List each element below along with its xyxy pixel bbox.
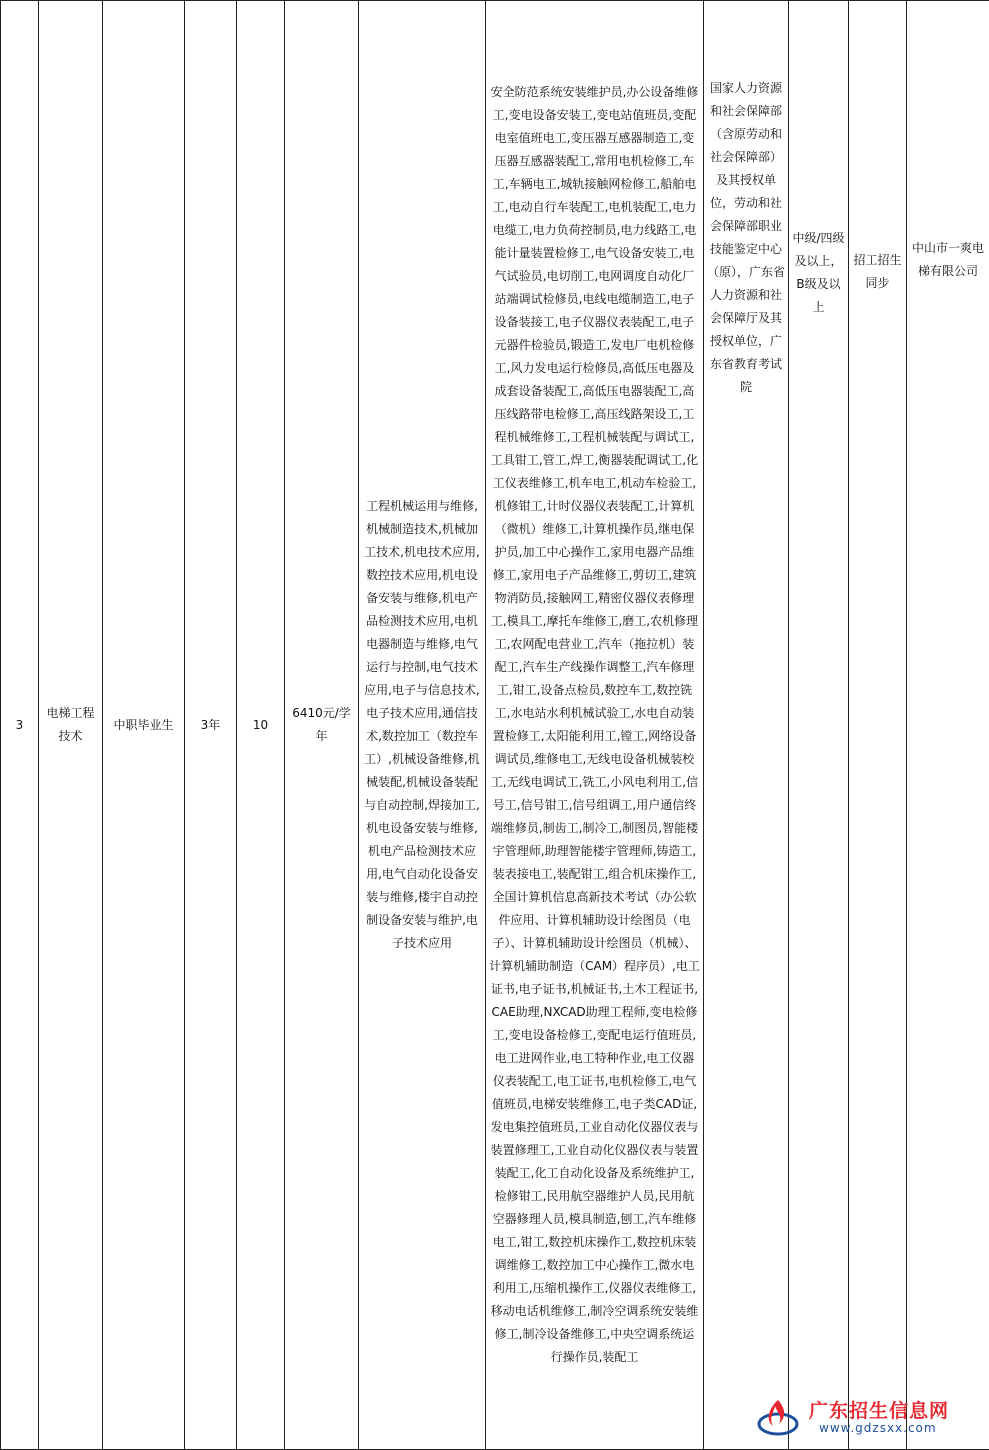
site-watermark <box>755 1392 975 1442</box>
flame-logo-icon <box>755 1394 801 1440</box>
watermark-site-name: 广东招生信息网 <box>809 1400 950 1422</box>
applicant-target: 中职毕业生 <box>103 1 185 1450</box>
watermark-url: www.gdzsxx.com <box>819 1421 937 1435</box>
related-majors: 工程机械运用与维修,机械制造技术,机械加工技术,机电技术应用,数控技术应用,机电设备安装与维修,机电产品检测技术应用,电机电器制造与维修,电气运行与控制,电气技术应用,电子与信息技术,电子技术应用,通信技术,数控加工（数控车工）,机械设备维修,机械装配,机械设备装配与自动控制,焊接加工,机电设备安装与维修,机电产品检测技术应用,电气自动化设备安装与维修,楼宇自动控制设备安装与维护,电子技术应用 <box>359 1 486 1450</box>
table-row <box>1 1 989 1450</box>
tuition-fee: 6410元/学年 <box>285 1 359 1450</box>
partner-company: 中山市一爽电梯有限公司 <box>907 1 989 1450</box>
row-index: 3 <box>1 1 39 1450</box>
issuing-authority: 国家人力资源和社会保障部（含原劳动和社会保障部）及其授权单位，劳动和社会保障部职业技能鉴定中心（原），广东省人力资源和社会保障厅及其授权单位，广东省教育考试院 <box>704 1 789 1450</box>
study-duration: 3年 <box>185 1 237 1450</box>
major-name: 电梯工程技术 <box>39 1 103 1450</box>
certificate-list: 安全防范系统安装维护员,办公设备维修工,变电设备安装工,变电站值班员,变配电室值班电工,变压器互感器制造工,变压器互感器装配工,常用电机检修工,车工,车辆电工,城轨接触网检修工,船舶电工,电动自行车装配工,电机装配工,电力电缆工,电力负荷控制员,电力线路工,电能计量装置检修工,电气设备安装工,电气试验员,电切削工,电网调度自动化厂站端调试检修员,电线电缆制造工,电子设备装接工,电子仪器仪表装配工,电子元器件检验员,锻造工,发电厂电机检修工,风力发电运行检修员,高低压电器及成套设备装配工,高低压电器装配工,高压线路带电检修工,高压线路架设工,工程机械维修工,工程机械装配与调试工,工具钳工,管工,焊工,衡器装配调试工,化工仪表维修工,机车电工,机动车检验工,机修钳工,计时仪器仪表装配工,计算机（微机）维修工,计算机操作员,继电保护员,加工中心操作工,家用电器产品维修工,家用电子产品维修工,剪切工,建筑物消防员,接触网工,精密仪器仪表修理工,模具工,摩托车维修工,磨工,农机修理工,农网配电营业工,汽车（拖拉机）装配工,汽车生产线操作调整工,汽车修理工,钳工,设备点检员,数控车工,数控铣工,水电站水利机械试验工,水电自动装置检修工,太阳能利用工,镗工,网络设备调试员,维修电工,无线电设备机械装校工,无线电调试工,铣工,小风电利用工,信号工,信号钳工,信号组调工,用户通信终端维修员,制齿工,制冷工,制图员,智能楼宇管理师,助理智能楼宇管理师,铸造工,装表接电工,装配钳工,组合机床操作工,全国计算机信息高新技术考试（办公软件应用、计算机辅助设计绘图员（电子）、计算机辅助设计绘图员（机械）、计算机辅助制造（CAM）程序员）,电工证书,电子证书,机械证书,土木工程证书,CAE助理,NXCAD助理工程师,变电检修工,变电设备检修工,变配电运行值班员,电工进网作业,电工特种作业,电工仪器仪表装配工,电工证书,电机检修工,电气值班员,电梯安装维修工,电子类CAD证,发电集控值班员,工业自动化仪器仪表与装置修理工,工业自动化仪器仪表与装置装配工,化工自动化设备及系统维护工,检修钳工,民用航空器维护人员,民用航空器修理人员,模具制造,刨工,汽车维修电工,钳工,数控机床操作工,数控机床装调维修工,数控加工中心操作工,微水电利用工,压缩机操作工,仪器仪表维修工,移动电话机维修工,制冷空调系统安装维修工,制冷设备维修工,中央空调系统运行操作员,装配工 <box>486 1 704 1450</box>
recruitment-mode: 招工招生同步 <box>849 1 907 1450</box>
certificate-level: 中级/四级及以上，B级及以上 <box>789 1 849 1450</box>
enrollment-quota: 10 <box>237 1 285 1450</box>
